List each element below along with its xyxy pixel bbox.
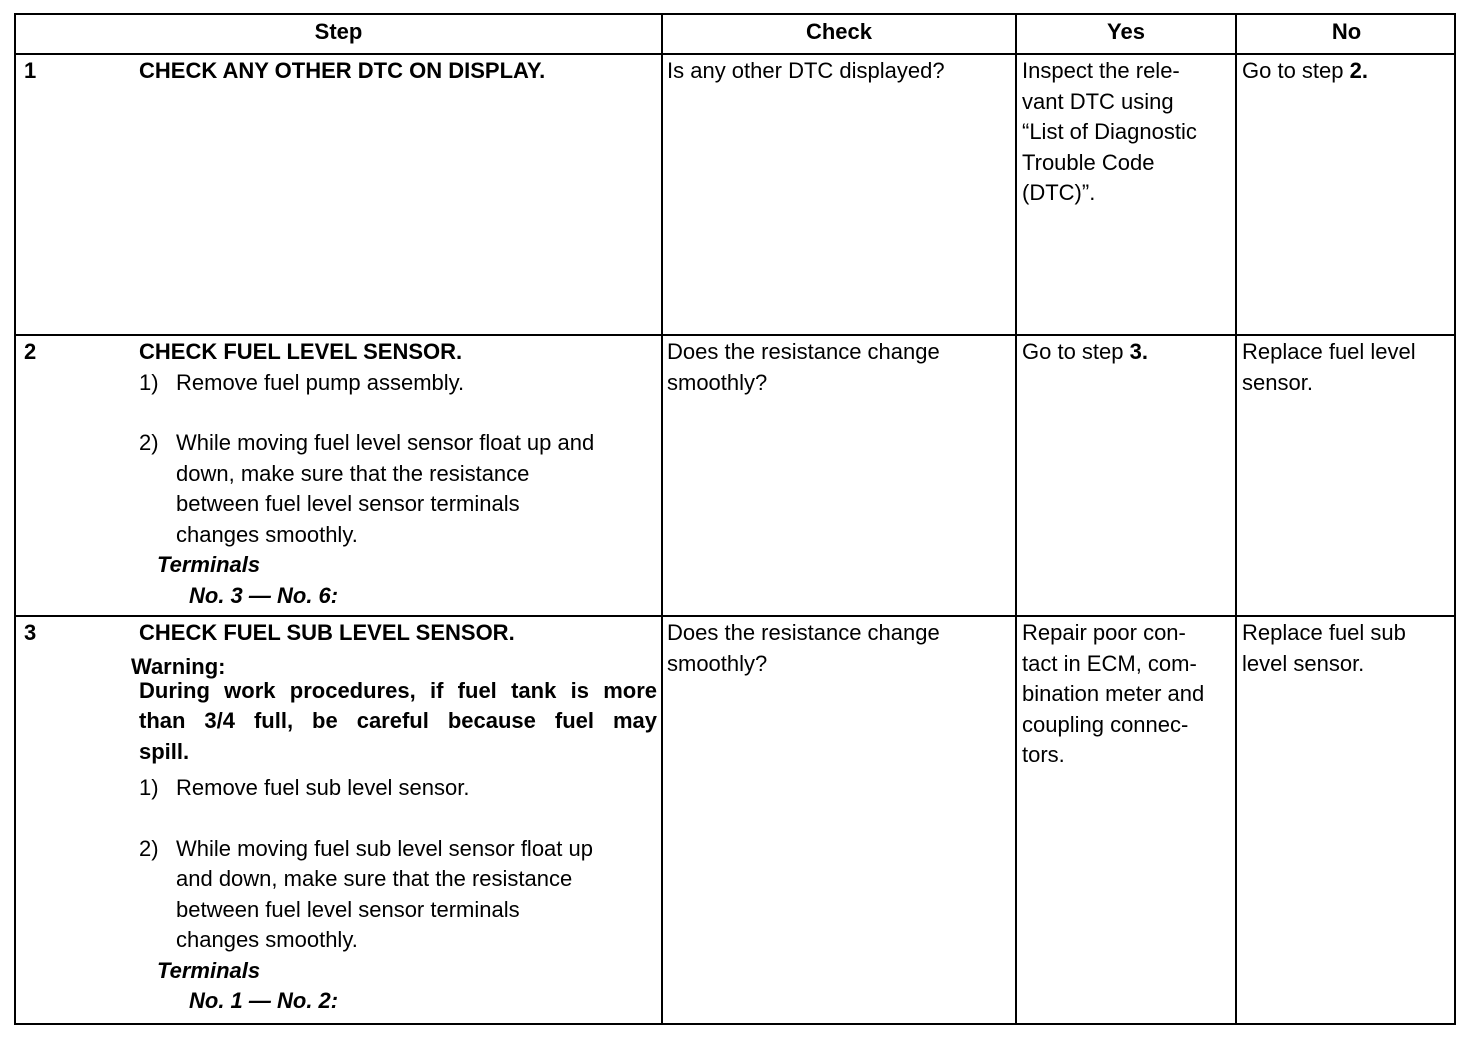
check-cell (667, 56, 1012, 87)
header-yes: Yes (1107, 19, 1145, 44)
procedure-item (139, 428, 659, 550)
warning-text (139, 676, 657, 768)
check-line: Does the resistance change (667, 339, 940, 364)
row-divider (16, 53, 1454, 55)
yes-step-ref: 3. (1129, 339, 1148, 364)
step-number: 1 (24, 58, 37, 83)
procedure-text: Remove fuel pump assembly. (176, 369, 465, 395)
check-line: smoothly? (667, 650, 768, 676)
no-line: level sensor. (1242, 650, 1365, 676)
step-title: CHECK FUEL LEVEL SENSOR. (139, 339, 463, 364)
procedure-line: changes smoothly. (176, 521, 358, 547)
check-cell (667, 618, 1012, 679)
procedure-item (139, 368, 659, 399)
column-divider (1235, 15, 1237, 1023)
step-number: 2 (24, 339, 37, 364)
check-text: Is any other DTC displayed? (667, 58, 945, 83)
yes-line: Repair poor con- (1022, 620, 1186, 645)
warning-line: spill. (139, 738, 190, 764)
procedure-line: between fuel level sensor terminals (176, 896, 520, 922)
terminals-value: No. 3 — No. 6: (189, 582, 339, 608)
procedure-text: Remove fuel sub level sensor. (176, 775, 470, 800)
header-no: No (1331, 19, 1362, 44)
yes-cell (1022, 337, 1234, 368)
yes-line: coupling connec- (1022, 711, 1189, 737)
terminals-label: Terminals (157, 957, 261, 983)
procedure-line: between fuel level sensor terminals (176, 491, 520, 516)
header-step: Step (314, 19, 363, 44)
step-cell (139, 337, 659, 611)
procedure-number: 1) (139, 775, 159, 800)
terminals-label: Terminals (157, 552, 261, 577)
procedure-number: 2) (139, 430, 159, 455)
column-divider (661, 15, 663, 1023)
step-cell (139, 56, 659, 87)
no-cell (1242, 56, 1454, 87)
row-divider (16, 615, 1454, 617)
column-divider (1015, 15, 1017, 1023)
no-cell (1242, 618, 1454, 679)
procedure-line: While moving fuel level sensor float up and (176, 430, 595, 455)
warning-line: than 3/4 full, be careful because fuel may (139, 708, 657, 733)
terminals-value: No. 1 — No. 2: (189, 988, 339, 1013)
no-step-ref: 2. (1349, 58, 1368, 83)
diagnostic-table (14, 13, 1456, 1025)
yes-line: tors. (1022, 742, 1065, 767)
yes-line: bination meter and (1022, 681, 1205, 706)
yes-line: tact in ECM, com- (1022, 650, 1197, 676)
yes-text: Go to step (1022, 339, 1130, 364)
yes-line: Trouble Code (1022, 149, 1155, 175)
step-title: CHECK ANY OTHER DTC ON DISPLAY. (139, 58, 546, 83)
no-line: sensor. (1242, 369, 1313, 395)
step-cell (131, 618, 657, 1017)
yes-line: vant DTC using (1022, 88, 1174, 114)
yes-cell (1022, 618, 1234, 771)
procedure-line: While moving fuel sub level sensor float up (176, 835, 593, 861)
check-line: smoothly? (667, 369, 768, 395)
no-text: Go to step (1242, 58, 1350, 83)
procedure-item (139, 834, 657, 956)
no-cell (1242, 337, 1454, 398)
step-number: 3 (24, 620, 37, 645)
header-check: Check (805, 19, 873, 44)
check-cell (667, 337, 1012, 398)
procedure-number: 1) (139, 369, 159, 395)
step-title: CHECK FUEL SUB LEVEL SENSOR. (139, 620, 515, 645)
no-line: Replace fuel sub (1242, 620, 1406, 645)
procedure-number: 2) (139, 835, 159, 861)
warning-label: Warning: (131, 653, 226, 679)
yes-cell (1022, 56, 1234, 209)
warning-line: During work procedures, if fuel tank is more (139, 677, 657, 703)
procedure-line: changes smoothly. (176, 927, 358, 952)
yes-line: Inspect the rele- (1022, 58, 1180, 83)
yes-line: (DTC)”. (1022, 180, 1096, 205)
procedure-line: and down, make sure that the resistance (176, 866, 573, 891)
no-line: Replace fuel level (1242, 339, 1416, 364)
procedure-item (139, 773, 657, 804)
yes-line: “List of Diagnostic (1022, 119, 1197, 144)
procedure-line: down, make sure that the resistance (176, 460, 530, 486)
check-line: Does the resistance change (667, 620, 940, 645)
row-divider (16, 334, 1454, 336)
